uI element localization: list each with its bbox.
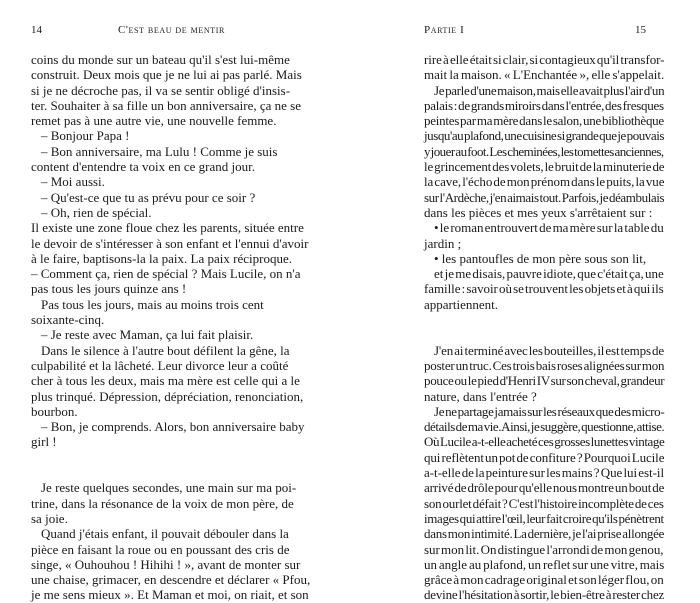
text-line: Pas tous les jours, mais au moins trois cent — [41, 296, 264, 312]
text-line: Il existe une zone floue chez les parents, située entre — [31, 220, 304, 236]
text-line: Quand j'étais enfant, il pouvait débouler dans la — [41, 526, 289, 542]
text-line: Où Lucile a-t-elle acheté ces grosses lunettes vintage — [424, 434, 665, 450]
text-line: sa joie. — [31, 510, 68, 526]
text-line: détails de ma vie. Ainsi, je suggère, questionne, attise. — [424, 419, 665, 435]
text-line: – Qu'est-ce que tu as prévu pour ce soir ? — [41, 189, 256, 205]
text-line: dans mon intimité. La dernière, je l'ai prise allongée — [424, 526, 665, 542]
text-line: qui reflètent un pot de confiture ? Pourquoi Lucile — [424, 449, 665, 465]
text-line: Je ne partage jamais sur les réseaux que des micro- — [434, 403, 665, 419]
text-line: images qui attire l'œil, leur fait croire qu'ils pénètrent — [424, 510, 664, 526]
blank-line — [424, 312, 664, 327]
blank-line — [31, 465, 319, 480]
text-line: devine l'hésitation à sortir, le bien-être à rester chez — [424, 587, 665, 603]
text-line: la cave, l'écho de mon prénom dans le puits, la vue — [424, 174, 665, 190]
text-line: un angle au plafond, un reflet sur une vitre, mais — [424, 556, 665, 572]
right-page — [350, 0, 700, 603]
text-line: jusqu'au plafond, une cuisine si grande que je pouvais — [424, 128, 664, 144]
text-line: – Bonjour Papa ! — [41, 128, 130, 144]
text-line: famille : savoir où se trouvent les objets et à qui ils — [424, 281, 664, 297]
text-line: si je ne décroche pas, il va se sentir obligé d'insis- — [31, 82, 291, 98]
right-body-text — [424, 52, 664, 603]
text-line: son ourlet défait ? C'est l'histoire incomplète de ces — [424, 495, 664, 511]
text-line: palais : de grands miroirs dans l'entrée, des fresques — [424, 97, 664, 113]
text-line: coins du monde sur un bateau qu'il s'est lui-même — [31, 52, 290, 67]
text-line: le grincement des volets, le bruit de la minuterie de — [424, 159, 665, 175]
text-line: dans les pièces et mes yeux s'arrêtaient sur : — [424, 204, 653, 220]
text-line: pas tous les jours quinze ans ! — [31, 281, 187, 297]
blank-line — [31, 450, 319, 465]
text-line: bourbon. — [31, 403, 78, 419]
text-line: J'en ai terminé avec les bouteilles, il est temps de — [434, 342, 665, 358]
text-line: pouce ou le pied d'Henri IV sur son cheval, grandeur — [424, 373, 665, 389]
left-body-text — [31, 52, 319, 603]
text-line: • le roman entrouvert de ma mère sur la table du — [434, 220, 664, 236]
text-line: y jouer au foot. Les cheminées, les tomettes anciennes, — [424, 143, 664, 159]
text-line: Je reste quelques secondes, une main sur ma poi- — [41, 480, 297, 496]
text-line: le devoir de s'intéresser à son enfant et l'ennui d'avoir — [31, 235, 309, 251]
text-line: nature, dans l'entrée ? — [424, 388, 537, 404]
text-line: je me sens mieux ». Et Maman et moi, on riait, et son — [31, 587, 309, 603]
text-line: poster un truc. Ces trois bais roses alignées sur mon — [424, 357, 665, 373]
text-line: à le faire, baptisons-la la paix. La paix réciproque. — [31, 250, 292, 266]
text-line: sur mon lit. On distingue l'arrondi de mon genou, — [424, 541, 664, 557]
text-line: ter. Souhaiter à sa fille un bon anniversaire, ça ne se — [31, 97, 302, 113]
text-line: girl ! — [31, 434, 57, 450]
text-line: pièce en faisant la roue ou en poussant des cris de — [31, 541, 290, 557]
left-running-head: C'est beau de mentir — [118, 24, 225, 36]
text-line: – Je reste avec Maman, ça lui fait plaisir. — [41, 327, 254, 343]
right-folio: 15 — [635, 24, 646, 36]
text-line: jardin ; — [424, 235, 462, 251]
text-line: trine, dans la résonance de la voix de mon père, de — [31, 495, 294, 511]
text-line: – Comment ça, rien de spécial ? Mais Lucile, on n'a — [31, 266, 301, 282]
text-line: Je parle d'une maison, mais elle avait plus l'air d'un — [434, 82, 665, 98]
text-line: construit. Deux mois que je ne lui ai pas parlé. Mais — [31, 67, 302, 83]
text-line: – Bon anniversaire, ma Lulu ! Comme je suis — [41, 143, 278, 159]
text-line: culpabilité et la lâcheté. Leur divorce leur a coûté — [31, 357, 289, 373]
text-line: sur l'Ardèche, j'en aimais tout. Parfois, je déambulais — [424, 189, 665, 205]
blank-line — [424, 327, 664, 342]
text-line: cher à tous les deux, mais ma mère est celle qui a le — [31, 373, 300, 389]
text-line: – Bon, je comprends. Alors, bon anniversaire baby — [41, 419, 305, 435]
text-line: – Oh, rien de spécial. — [41, 204, 152, 220]
text-line: singe, « Ouhouhou ! Hihihi ! », avant de monter sur — [31, 556, 301, 572]
text-line: content d'entendre ta voix en ce grand jour. — [31, 159, 255, 175]
text-line: soixante-cinq. — [31, 312, 105, 328]
text-line: a-t-elle de la peinture sur les mains ? Que lui est-il — [424, 465, 665, 481]
text-line: Dans le silence à l'autre bout défilent la gêne, la — [41, 342, 290, 358]
left-folio: 14 — [31, 24, 42, 36]
right-running-head: Partie I — [424, 24, 465, 36]
text-line: arrivé de drôle pour qu'elle nous montre un bout de — [424, 480, 665, 496]
text-line: plus trinqué. Dépression, dépréciation, renonciation, — [31, 388, 304, 404]
text-line: grâce à mon cadrage original et son léger flou, on — [424, 572, 664, 588]
text-line: – Moi aussi. — [41, 174, 105, 190]
text-line: et je me disais, pauvre idiote, que c'était ça, une — [434, 266, 664, 282]
text-line: mait la maison. « L'Enchantée », elle s'appelait. — [424, 67, 665, 83]
text-line: • les pantoufles de mon père sous son lit, — [434, 250, 647, 266]
text-line: une chaise, grimacer, en descendre et déclarer « Pfou, — [31, 572, 311, 588]
text-line: remet pas à une autre vie, une nouvelle femme. — [31, 113, 277, 129]
text-line: rire à elle était si clair, si contagieux qu'il transfor- — [424, 52, 665, 67]
text-line: appartiennent. — [424, 296, 498, 312]
text-line: peintes par ma mère dans le salon, une bibliothèque — [424, 113, 664, 129]
